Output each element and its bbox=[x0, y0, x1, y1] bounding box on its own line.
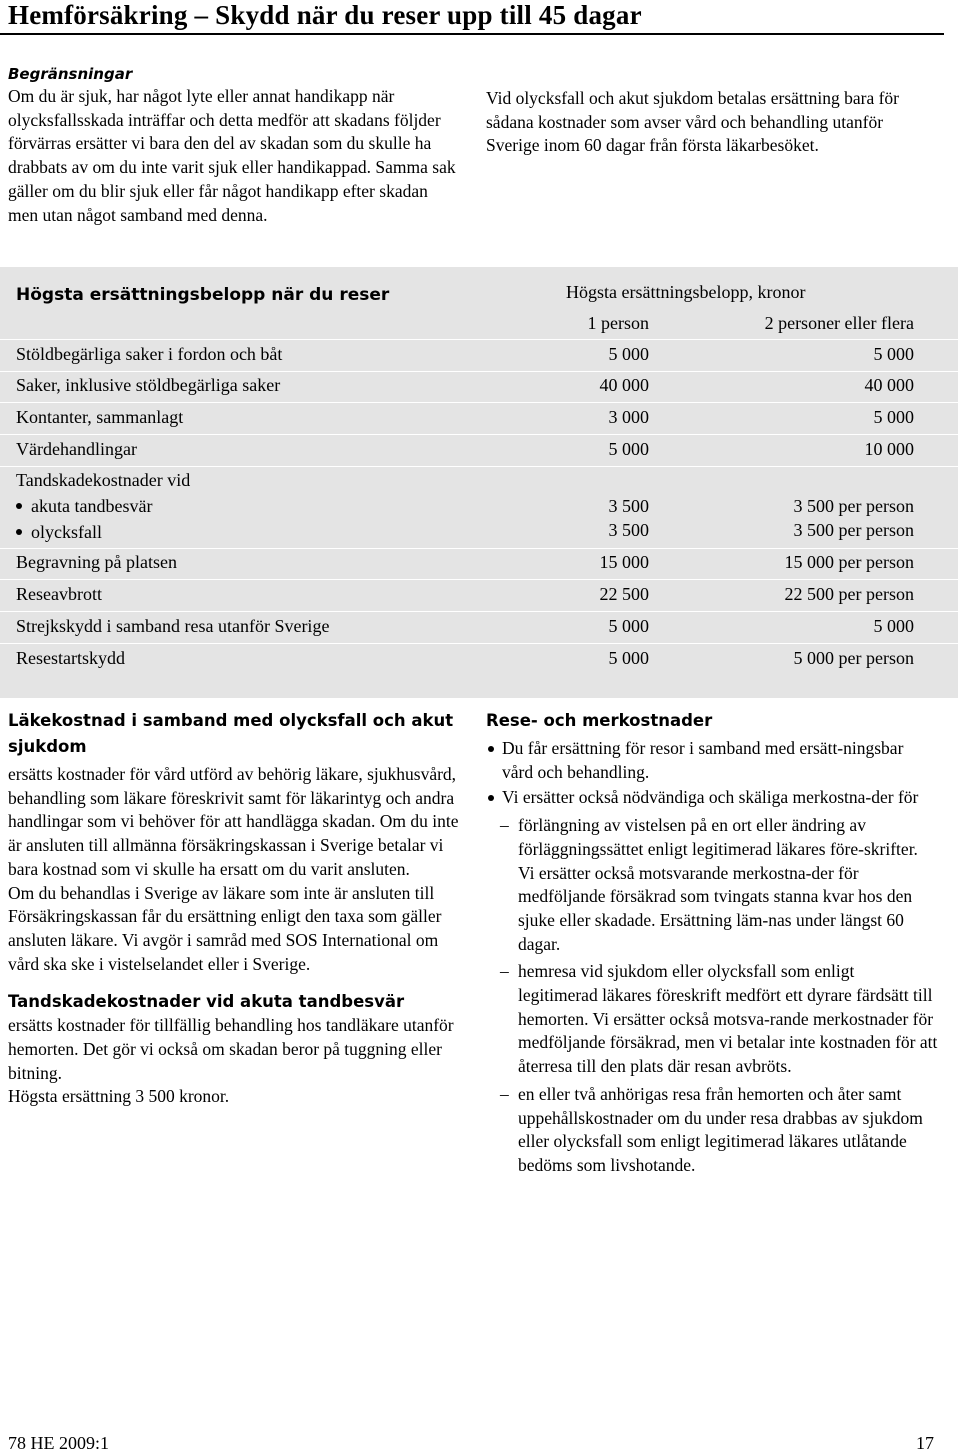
footer-doc-id: 78 HE 2009:1 bbox=[8, 1433, 109, 1453]
bullet-icon bbox=[16, 503, 22, 509]
list-item: – förlängning av vistelsen på en ort eller ändring av förläggningssättet enligt legitimerad läkares före-skrifter. Vi ersätter också motsvarande merkostna-der för medföljande försäkrad som tvingats stanna kvar hos den sjuke eller skadade. Ersättning läm-nas under längst 60 dagar. bbox=[486, 814, 938, 956]
table-col-header-1: 1 person bbox=[587, 313, 649, 333]
table-divider bbox=[0, 466, 958, 467]
bullet-icon bbox=[16, 529, 22, 535]
table-divider bbox=[0, 434, 958, 435]
table-divider bbox=[0, 579, 958, 580]
table-col-header-2: 2 personer eller flera bbox=[764, 313, 914, 333]
limitations-text: Om du är sjuk, har något lyte eller annat handikapp när olycksfallsskada inträffar och detta medför att skadans följder förvärras ersätter vi bara den del av skadan som du skulle ha drabbats av om du inte varit sjuk eller handikappad. Samma sak gäller om du blir sjuk eller får något handikapp efter skadan men utan något samband med denna. bbox=[8, 86, 456, 225]
row-value-1: 5 000 bbox=[608, 648, 649, 668]
list-item: – hemresa vid sjukdom eller olycksfall som enligt legitimerad läkares föreskrift medfört ett dyrare färdsätt till hemorten. Vi ersätter också motsva-rande merkostnader för medföljande försäkrad, men vi betalar inte kostnaden för att återresa till den plats där resan avbröts. bbox=[486, 960, 938, 1079]
row-label: Strejkskydd i samband resa utanför Sverige bbox=[16, 616, 330, 636]
table-divider bbox=[0, 611, 958, 612]
row-value-2: 3 500 per person bbox=[793, 520, 914, 540]
row-value-1: 3 000 bbox=[608, 407, 649, 427]
row-value-1: 40 000 bbox=[599, 375, 649, 395]
row-label: Saker, inklusive stöldbegärliga saker bbox=[16, 375, 281, 395]
row-label: Stöldbegärliga saker i fordon och båt bbox=[16, 344, 283, 364]
row-value-2: 5 000 bbox=[873, 616, 914, 636]
row-value-2: 5 000 bbox=[873, 344, 914, 364]
medical-heading: Läkekostnad i samband med olycksfall och akut sjukdom bbox=[8, 711, 454, 756]
dental-text: ersätts kostnader för tillfällig behandling hos tandläkare utanför hemorten. Det gör vi också om skadan beror på tuggning eller bitning. bbox=[8, 1015, 454, 1083]
travel-costs-list bbox=[486, 737, 938, 810]
row-value-2: 3 500 per person bbox=[793, 496, 914, 516]
row-value-1: 22 500 bbox=[599, 584, 649, 604]
travel-costs-sublist bbox=[486, 814, 938, 1178]
row-value-1: 15 000 bbox=[599, 552, 649, 572]
row-value-1: 5 000 bbox=[608, 439, 649, 459]
table-divider bbox=[0, 339, 958, 340]
page-number: 17 bbox=[916, 1433, 934, 1453]
row-label: Tandskadekostnader vid bbox=[16, 470, 191, 490]
table-title: Högsta ersättningsbelopp när du reser bbox=[16, 285, 390, 305]
medical-text-2: Om du behandlas i Sverige av läkare som inte är ansluten till Försäkringskassan får du ersättning enligt den taxa som gäller ansluten läkare. Vi avgör i samråd med SOS International om vård ska ske i vistelselandet eller i Sverige. bbox=[8, 882, 442, 974]
list-item: Du får ersättning för resor i samband med ersätt-ningsbar vård och behandling. bbox=[486, 737, 938, 784]
row-label: Begravning på platsen bbox=[16, 552, 177, 572]
list-item: – en eller två anhörigas resa från hemorten och åter samt uppehållskostnader om du under resa drabbas av sjukdom eller olycksfall som enligt legitimerad läkares utlåtande bedöms som livshotande. bbox=[486, 1083, 938, 1178]
limitations-section bbox=[8, 65, 458, 227]
accident-paragraph: Vid olycksfall och akut sjukdom betalas ersättning bara för sådana kostnader som avser vård och behandling utanför Sverige inom 60 dagar från första läkarbesöket. bbox=[486, 88, 900, 156]
table-divider bbox=[0, 643, 958, 644]
page-title: Hemförsäkring – Skydd när du reser upp till 45 dagar bbox=[8, 0, 642, 30]
row-value-2: 5 000 per person bbox=[793, 648, 914, 668]
row-value-2: 22 500 per person bbox=[784, 584, 914, 604]
row-label: Kontanter, sammanlagt bbox=[16, 407, 184, 427]
list-item: Vi ersätter också nödvändiga och skäliga merkostna-der för bbox=[486, 786, 938, 810]
row-label: Resestartskydd bbox=[16, 648, 125, 668]
row-value-1: 3 500 bbox=[608, 520, 649, 540]
compensation-table bbox=[0, 267, 958, 698]
title-divider bbox=[0, 33, 944, 35]
limitations-heading: Begränsningar bbox=[8, 65, 133, 83]
row-value-1: 3 500 bbox=[608, 496, 649, 516]
row-sublabel: akuta tandbesvär bbox=[16, 496, 152, 517]
row-value-2: 40 000 bbox=[864, 375, 914, 395]
dental-max: Högsta ersättning 3 500 kronor. bbox=[8, 1086, 230, 1107]
medical-text-1: ersätts kostnader för vård utförd av behörig läkare, sjukhusvård, behandling som läkare föreskrivit samt för läkarintyg och andra handlingar som vi behöver för att handlägga skadan. Om du inte är ansluten till allmänna försäkringskassan i Sverige betalar vi bara kostnad som vi skulle ha ersatt om du varit ansluten. bbox=[8, 764, 459, 879]
table-group-header: Högsta ersättningsbelopp, kronor bbox=[566, 282, 806, 302]
table-divider bbox=[0, 402, 958, 403]
row-label: Reseavbrott bbox=[16, 584, 102, 604]
row-value-1: 5 000 bbox=[608, 344, 649, 364]
row-value-2: 15 000 per person bbox=[784, 552, 914, 572]
row-value-2: 5 000 bbox=[873, 407, 914, 427]
medical-section bbox=[8, 708, 463, 1109]
travel-costs-heading: Rese- och merkostnader bbox=[486, 711, 713, 730]
dental-heading: Tandskadekostnader vid akuta tandbesvär bbox=[8, 992, 405, 1012]
row-label: Värdehandlingar bbox=[16, 439, 137, 459]
row-sublabel: olycksfall bbox=[16, 522, 102, 543]
table-divider bbox=[0, 548, 958, 549]
travel-costs-section bbox=[486, 708, 938, 1178]
row-value-1: 5 000 bbox=[608, 616, 649, 636]
table-divider bbox=[0, 371, 958, 372]
row-value-2: 10 000 bbox=[864, 439, 914, 459]
